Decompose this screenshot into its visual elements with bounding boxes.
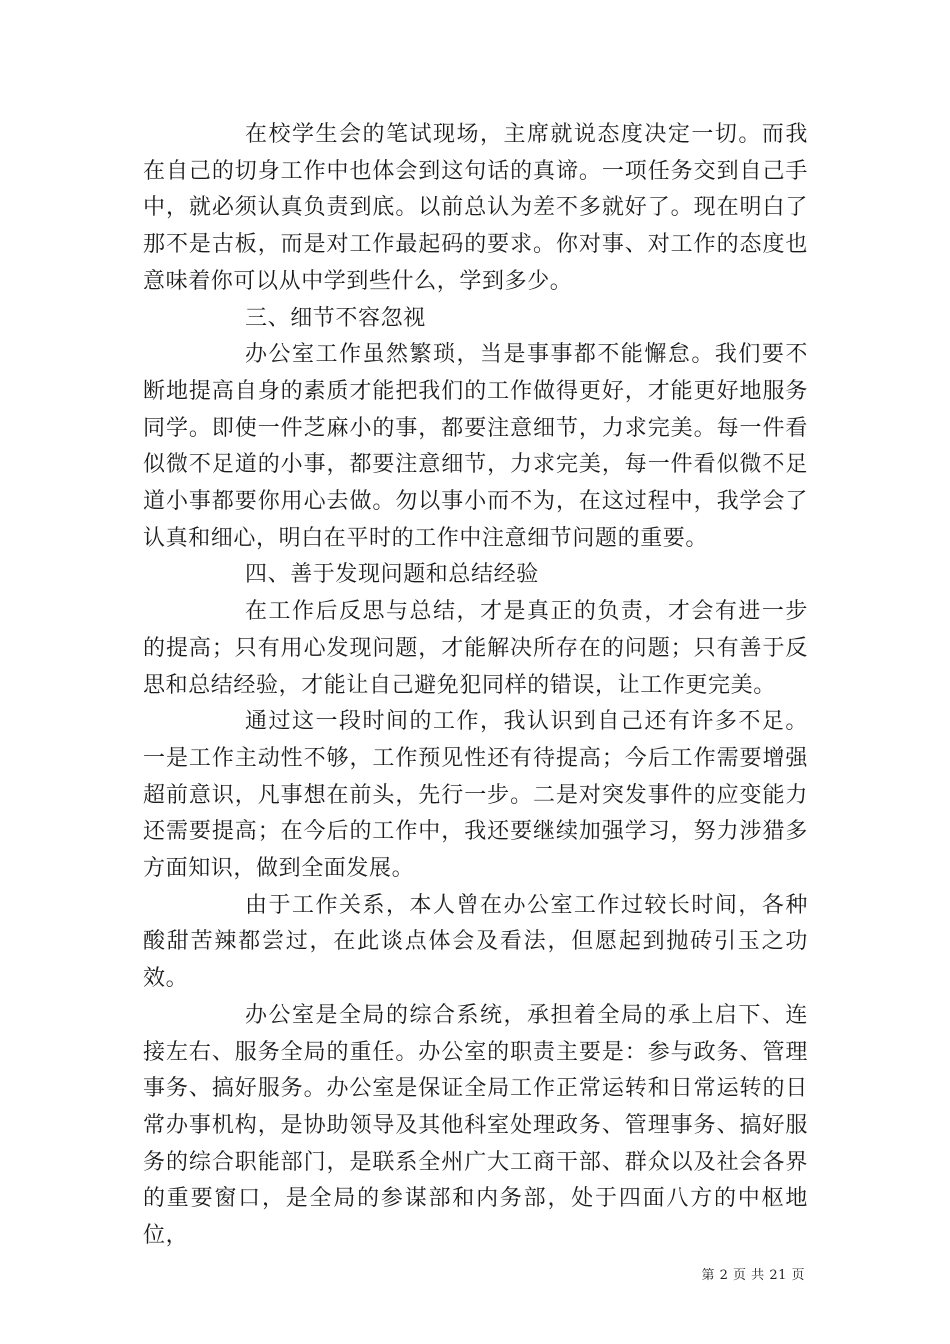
paragraph-details: 办公室工作虽然繁琐，当是事事都不能懈怠。我们要不断地提高自身的素质才能把我们的工作做得更好，才能更好地服务同学。即使一件芝麻小的事，都要注意细节，力求完美。每一件看似微不足道的小事，都要注意细节，力求完美，每一件看似微不足道小事都要你用心去做。勿以事小而不为，在这过程中，我学会了认真和细心，明白在平时的工作中注意细节问题的重要。 xyxy=(143,342,808,551)
paragraph-office-role: 办公室是全局的综合系统，承担着全局的承上启下、连接左右、服务全局的重任。办公室的职责主要是：参与政务、管理事务、搞好服务。办公室是保证全局工作正常运转和日常运转的日常办事机构，是协助领导及其他科室处理政务、管理事务、搞好服务的综合职能部门，是联系全州广大工商干部、群众以及社会各界的重要窗口，是全局的参谋部和内务部，处于四面八方的中枢地位， xyxy=(143,1002,808,1249)
section-heading-problems: 四、善于发现问题和总结经验 xyxy=(245,562,539,588)
paragraph-shortcomings: 通过这一段时间的工作，我认识到自己还有许多不足。一是工作主动性不够，工作预见性还有待提高；今后工作需要增强超前意识，凡事想在前头，先行一步。二是对突发事件的应变能力还需要提高；在今后的工作中，我还要继续加强学习，努力涉猎多方面知识，做到全面发展。 xyxy=(143,709,808,882)
paragraph-reflection: 在工作后反思与总结，才是真正的负责，才会有进一步的提高；只有用心发现问题，才能解决所存在的问题；只有善于反思和总结经验，才能让自己避免犯同样的错误，让工作更完美。 xyxy=(143,599,808,698)
section-heading-details: 三、细节不容忽视 xyxy=(245,305,426,331)
paragraph-attitude: 在校学生会的笔试现场，主席就说态度决定一切。而我在自己的切身工作中也体会到这句话的真谛。一项任务交到自己手中，就必须认真负责到底。以前总认为差不多就好了。现在明白了那不是古板，而是对工作最起码的要求。你对事、对工作的态度也意味着你可以从中学到些什么，学到多少。 xyxy=(143,122,808,294)
paragraph-experience: 由于工作关系，本人曾在办公室工作过较长时间，各种酸甜苦辣都尝过，在此谈点体会及看法，但愿起到抛砖引玉之功效。 xyxy=(143,892,808,992)
document-body xyxy=(143,117,808,1255)
page-number-footer: 第 2 页 共 21 页 xyxy=(701,1268,805,1283)
